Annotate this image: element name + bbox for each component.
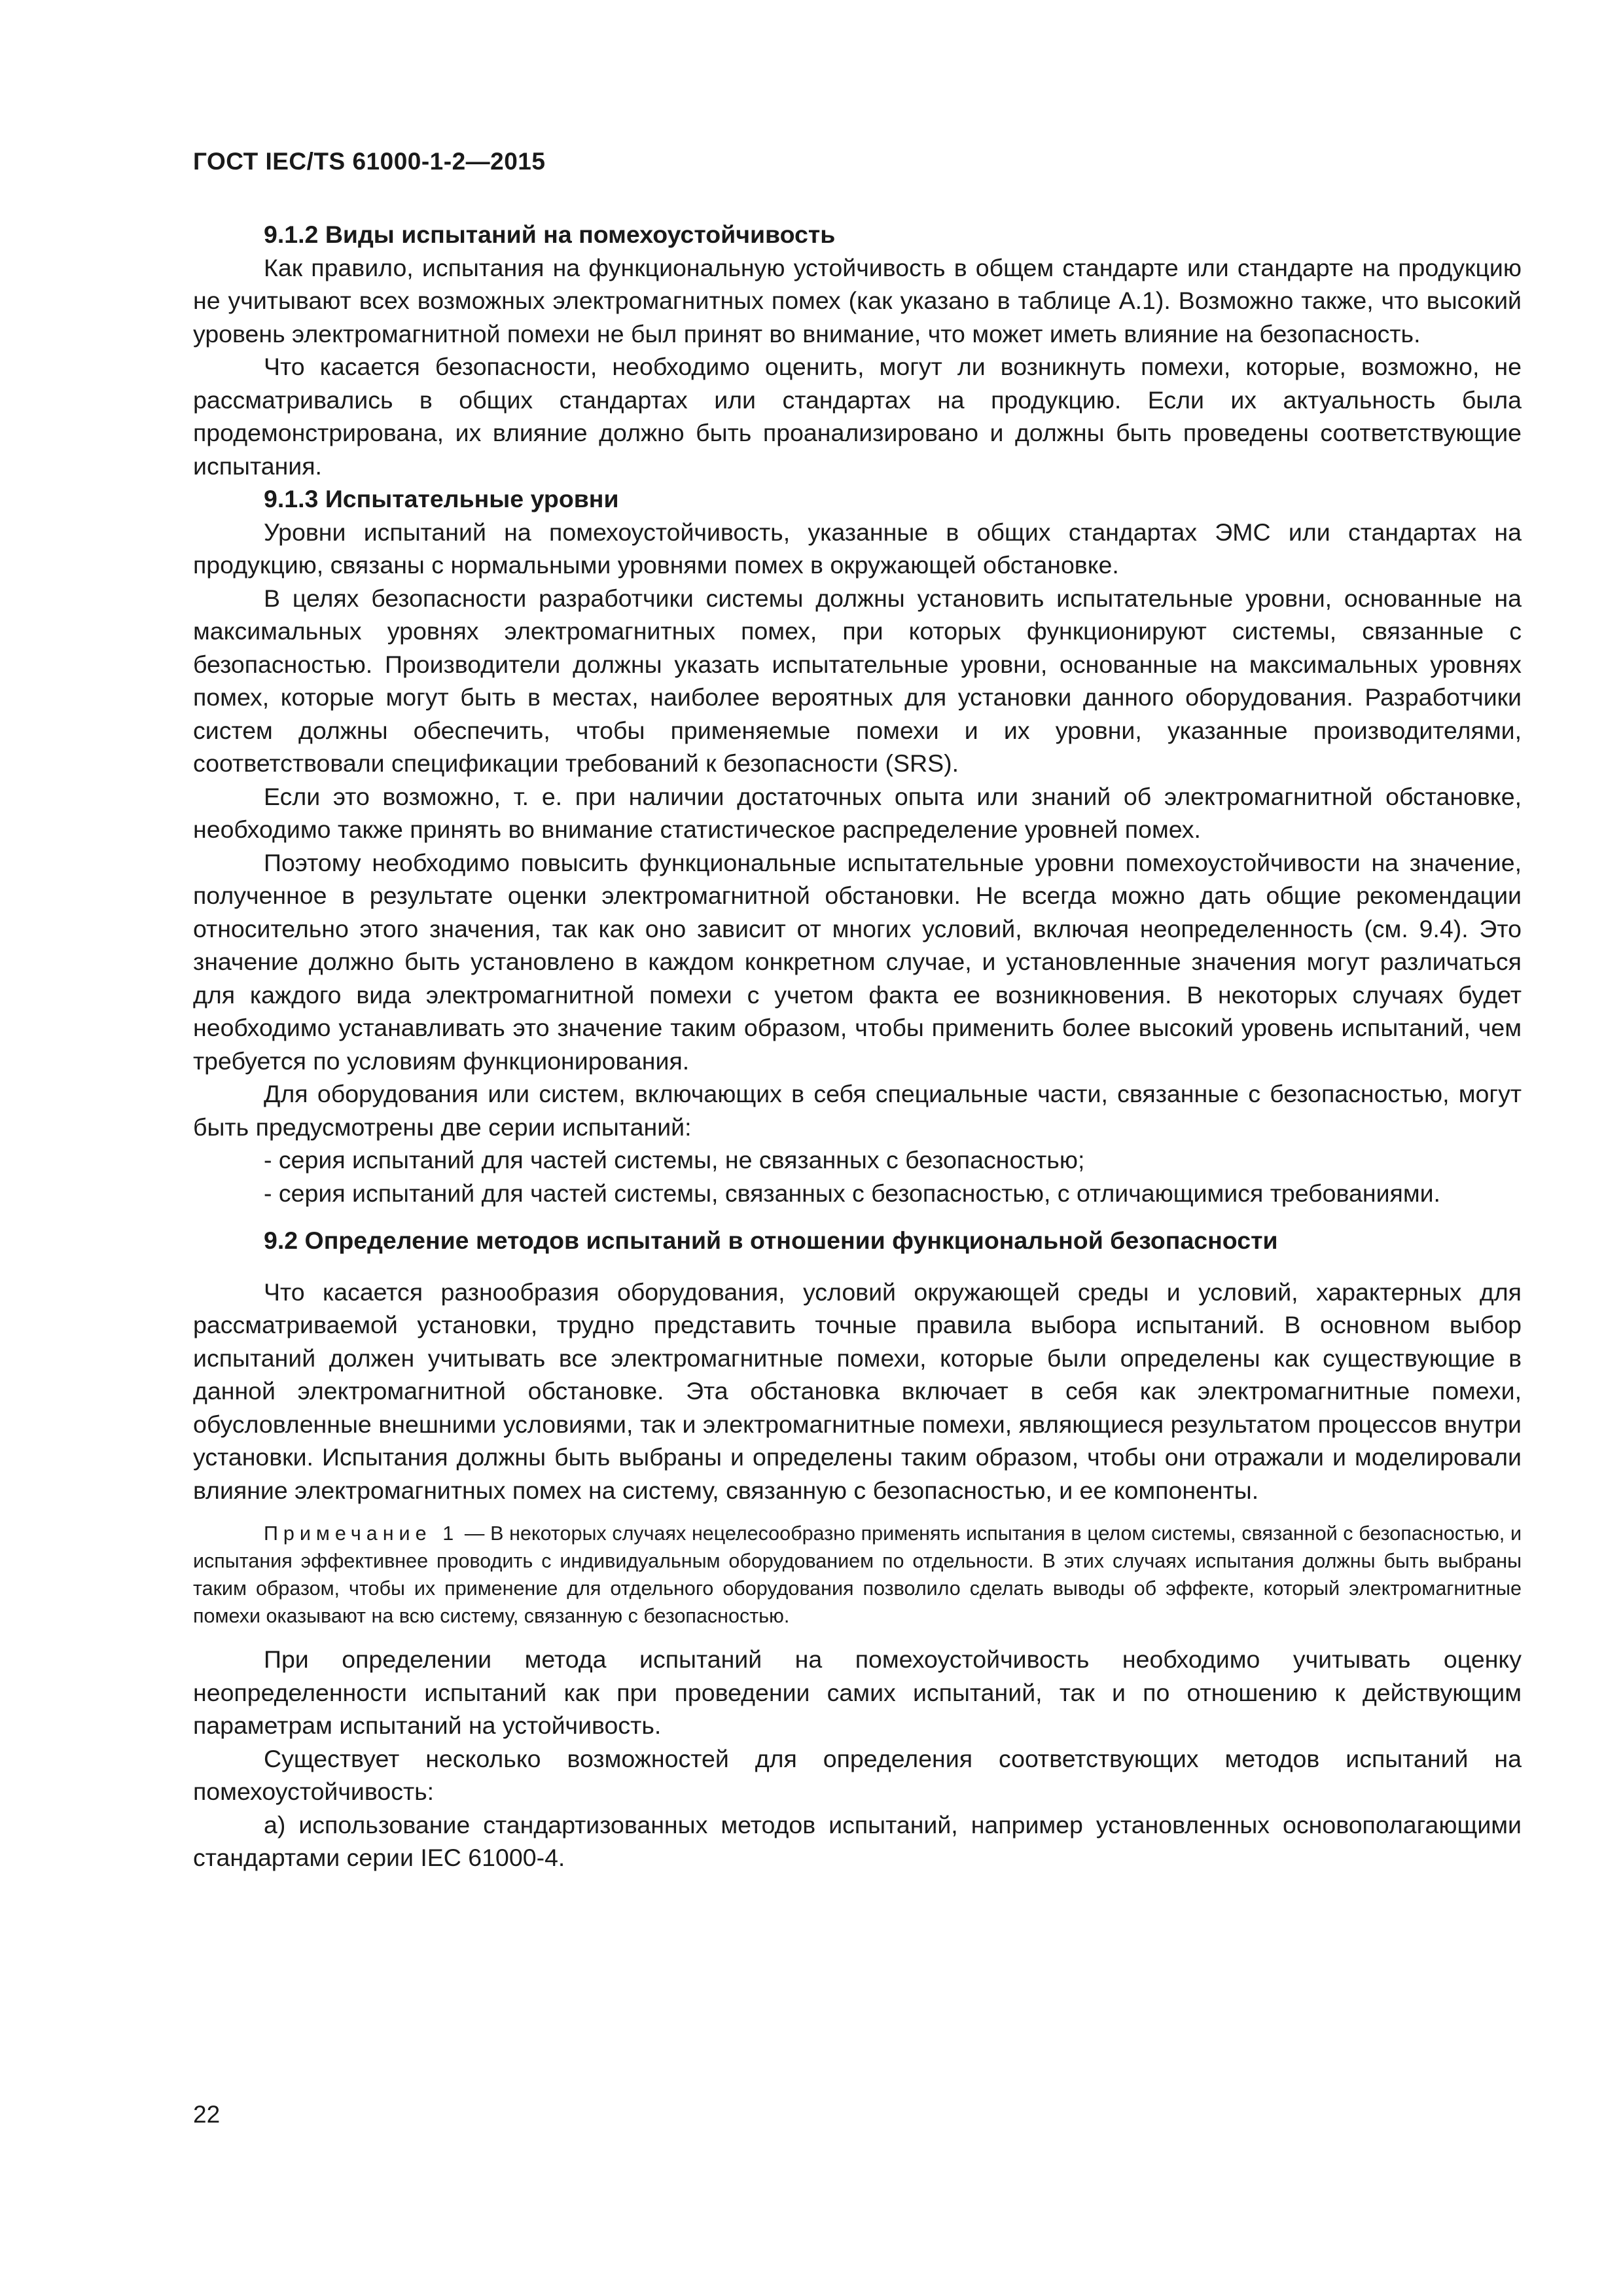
- note-text: — В некоторых случаях нецелесообразно применять испытания в целом системы, связанной с безопасностью, и испытания эффективнее проводить с индивидуальным оборудованием по отдельности. В этих случаях испытания должны быть выбраны таким образом, чтобы их применение для отдельного оборудования позволило сделать выводы об эффекте, который электромагнитные помехи оказывают на всю систему, связанную с безопасностью.: [193, 1522, 1522, 1627]
- paragraph: Что касается разнообразия оборудования, условий окружающей среды и условий, характерных для рассматриваемой установки, трудно представить точные правила выбора испытаний. В основном выбор испытаний должен учитывать все электромагнитные помехи, которые были определены как существующие в данной электромагнитной обстановке. Эта обстановка включает в себя как электромагнитные помехи, обусловленные внешними условиями, так и электромагнитные помехи, являющиеся результатом процессов внутри установки. Испытания должны быть выбраны и определены таким образом, чтобы они отражали и моделировали влияние электромагнитных помех на систему, связанную с безопасностью, и ее компоненты.: [193, 1278, 1522, 1504]
- paragraph: Что касается безопасности, необходимо оценить, могут ли возникнуть помехи, которые, возможно, не рассматривались в общих стандартах или стандартах на продукцию. Если их актуальность была продемонстрирована, их влияние должно быть проанализировано и должны быть проведены соответствующие испытания.: [193, 353, 1522, 480]
- list-item: - серия испытаний для частей системы, связанных с безопасностью, с отличающимися требованиями.: [264, 1179, 1440, 1207]
- document-body: [193, 218, 1522, 1874]
- document-header: ГОСТ IEC/TS 61000-1-2—2015: [193, 148, 546, 175]
- heading-9-1-3: 9.1.3 Испытательные уровни: [264, 485, 619, 512]
- heading-9-1-2: 9.1.2 Виды испытаний на помехоустойчивость: [264, 221, 836, 248]
- note-label: Примечание 1: [264, 1522, 459, 1545]
- paragraph: Если это возможно, т. е. при наличии достаточных опыта или знаний об электромагнитной обстановке, необходимо также принять во внимание статистическое распределение уровней помех.: [193, 782, 1522, 843]
- paragraph: Для оборудования или систем, включающих в себя специальные части, связанные с безопасностью, могут быть предусмотрены две серии испытаний:: [193, 1080, 1522, 1141]
- paragraph: Существует несколько возможностей для определения соответствующих методов испытаний на помехоустойчивость:: [193, 1744, 1522, 1805]
- list-item: - серия испытаний для частей системы, не связанных с безопасностью;: [264, 1146, 1085, 1174]
- note: [193, 1520, 1522, 1630]
- page-number: 22: [193, 2101, 221, 2128]
- paragraph: В целях безопасности разработчики системы должны установить испытательные уровни, основанные на максимальных уровнях электромагнитных помех, при которых функционируют системы, связанные с безопасностью. Производители должны указать испытательные уровни, основанные на максимальных уровнях помех, которые могут быть в местах, наиболее вероятных для установки данного оборудования. Разработчики систем должны обеспечить, чтобы применяемые помехи и их уровни, указанные производителями, соответствовали спецификации требований к безопасности (SRS).: [193, 584, 1522, 777]
- paragraph: Поэтому необходимо повысить функциональные испытательные уровни помехоустойчивости на значение, полученное в результате оценки электромагнитной обстановки. Не всегда можно дать общие рекомендации относительно этого значения, так как оно зависит от многих условий, включая неопределенность (см. 9.4). Это значение должно быть установлено в каждом конкретном случае, и установленные значения могут различаться для каждого вида электромагнитной помехи с учетом факта ее возникновения. В некоторых случаях будет необходимо устанавливать это значение таким образом, чтобы применить более высокий уровень испытаний, чем требуется по условиям функционирования.: [193, 848, 1522, 1075]
- paragraph: а) использование стандартизованных методов испытаний, например установленных основополагающими стандартами серии IEC 61000-4.: [193, 1810, 1522, 1871]
- paragraph: При определении метода испытаний на помехоустойчивость необходимо учитывать оценку неопределенности испытаний как при проведении самих испытаний, так и по отношению к действующим параметрам испытаний на устойчивость.: [193, 1645, 1522, 1739]
- paragraph: Как правило, испытания на функциональную устойчивость в общем стандарте или стандарте на продукцию не учитывают всех возможных электромагнитных помех (как указано в таблице А.1). Возможно также, что высокий уровень электромагнитной помехи не был принят во внимание, что может иметь влияние на безопасность.: [193, 253, 1522, 348]
- heading-9-2: 9.2 Определение методов испытаний в отношении функциональной безопасности: [264, 1227, 1278, 1254]
- paragraph: Уровни испытаний на помехоустойчивость, указанные в общих стандартах ЭМС или стандартах на продукцию, связаны с нормальными уровнями помех в окружающей обстановке.: [193, 518, 1522, 579]
